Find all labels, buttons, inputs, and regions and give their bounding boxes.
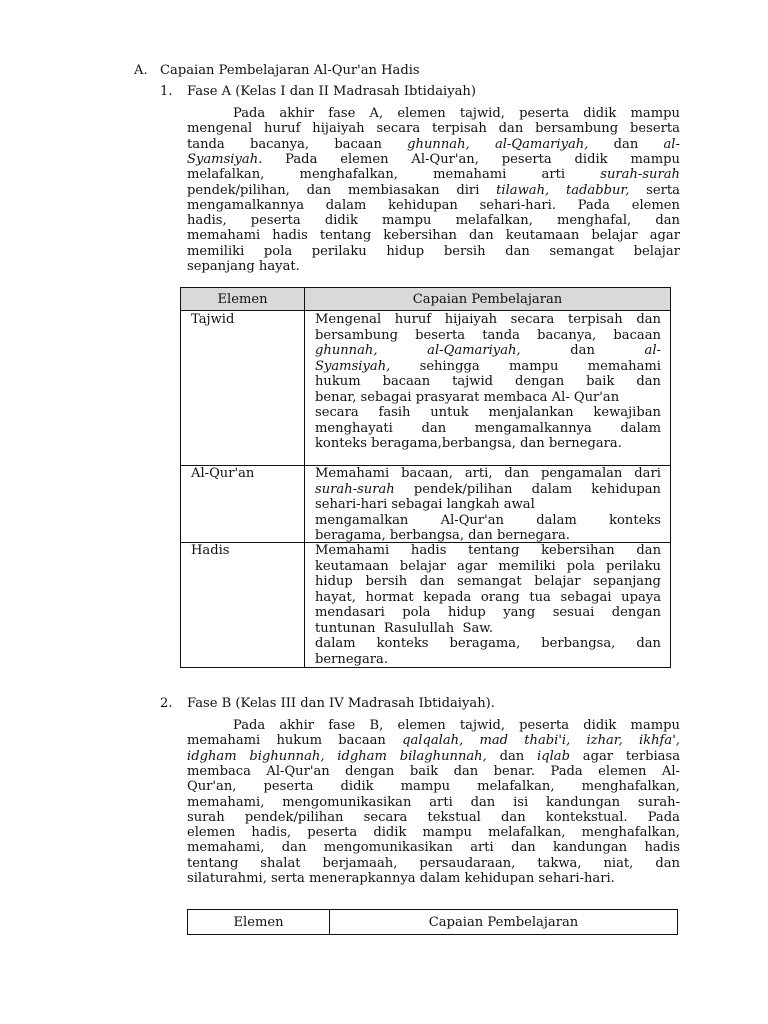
cell-line xyxy=(315,574,661,590)
word: agar xyxy=(582,748,614,764)
word: Al-Qur'an xyxy=(266,763,330,779)
word: benar, sebagai prasyarat membaca Al- Qur'an xyxy=(315,389,620,405)
header-elemen: Elemen xyxy=(233,915,284,930)
word: elemen xyxy=(340,151,389,167)
word: didik xyxy=(373,825,407,841)
word: bacanya, xyxy=(249,136,310,152)
word: tuntunan Rasulullah Saw. xyxy=(315,620,494,636)
word: mengomunikasikan xyxy=(282,794,412,810)
word: pendek/pilihan xyxy=(244,809,344,825)
word: A, xyxy=(369,106,384,121)
word: perilaku xyxy=(606,558,661,574)
word: menjalankan xyxy=(488,405,574,420)
word: peserta xyxy=(501,151,552,167)
word: beragama, berbangsa, dan bernegara. xyxy=(315,528,570,543)
word: sehari-hari. xyxy=(479,197,557,213)
word: dengan xyxy=(611,605,661,620)
word: Al- xyxy=(661,763,680,779)
word: dan xyxy=(636,312,661,327)
paragraph-line xyxy=(233,718,680,734)
word: secara xyxy=(363,809,408,825)
word: orang xyxy=(480,589,520,605)
word: arti xyxy=(470,840,494,856)
word: silaturahmi, serta menerapkannya dalam kehidupan sehari-hari. xyxy=(187,871,615,886)
word: didik xyxy=(574,151,608,167)
word: memahami, xyxy=(187,794,265,810)
word: thabi'i, xyxy=(524,733,571,749)
word: elemen xyxy=(631,197,680,213)
word: secara xyxy=(315,405,359,420)
word: bersambung xyxy=(535,121,619,137)
word: akhir xyxy=(279,106,315,121)
word: al-Qamariyah, xyxy=(494,136,589,152)
cell-line xyxy=(315,652,661,668)
word: hukum xyxy=(276,733,323,749)
word: dan xyxy=(501,809,526,825)
word: peserta xyxy=(307,825,358,841)
paragraph-line xyxy=(187,259,680,275)
cell-line xyxy=(315,421,661,437)
word: pengamalan xyxy=(540,466,623,481)
paragraph-line xyxy=(187,121,680,137)
paragraph-line xyxy=(187,764,680,780)
word: dan xyxy=(419,574,445,589)
word: bacaan xyxy=(334,136,382,152)
word: sepanjang hayat. xyxy=(187,259,300,274)
word: tanda xyxy=(482,327,520,343)
word: keutamaan xyxy=(505,228,580,244)
word: hadis, xyxy=(251,825,292,841)
word: didik xyxy=(583,718,617,733)
paragraph-line xyxy=(187,228,680,244)
word: konteks xyxy=(376,636,429,651)
word: bacaan xyxy=(338,733,386,749)
word: menghafalkan, xyxy=(299,167,398,183)
word: konteks beragama,berbangsa, dan bernegara. xyxy=(315,436,622,451)
paragraph-line xyxy=(187,167,680,183)
cell-line xyxy=(315,328,661,344)
word: belajar xyxy=(591,228,638,244)
word: dan xyxy=(306,182,332,198)
word: isi xyxy=(513,794,529,810)
word: dalam xyxy=(536,512,577,528)
word: bacaan xyxy=(382,374,431,389)
word: dan xyxy=(470,794,496,810)
word: sehari-hari sebagai langkah awal xyxy=(315,497,535,512)
word: melafalkan, xyxy=(488,825,566,841)
cell-line xyxy=(315,343,661,359)
word: dan xyxy=(613,136,639,152)
word: Memahami xyxy=(315,466,390,481)
word: kandungan xyxy=(546,794,621,810)
word: iqlab xyxy=(537,748,570,764)
word: mengamalkan xyxy=(315,512,409,528)
word: tajwid xyxy=(452,374,494,389)
word: dengan xyxy=(345,763,395,779)
word: agar xyxy=(457,558,488,574)
word: kebersihan xyxy=(541,543,615,558)
word: didik xyxy=(583,106,617,121)
word: menghayati xyxy=(315,420,393,436)
word: dan xyxy=(498,121,524,137)
phase-b-title: Fase B (Kelas III dan IV Madrasah Ibtidaiyah). xyxy=(187,696,495,711)
word: takwa, xyxy=(537,855,582,871)
word: dari xyxy=(634,466,661,481)
word: izhar, xyxy=(586,733,623,749)
word: Pada xyxy=(233,718,266,733)
cell-line xyxy=(315,528,661,544)
word: mampu xyxy=(630,106,680,121)
phase-b-number: 2. xyxy=(160,696,173,711)
word: bernegara. xyxy=(315,651,388,667)
row-elemen-label: Tajwid xyxy=(191,312,235,327)
word: menghafalkan, xyxy=(581,825,680,841)
word: arti, xyxy=(464,466,493,481)
paragraph-line xyxy=(187,749,680,765)
header-capaian: Capaian Pembelajaran xyxy=(428,915,579,930)
word: tadabbur, xyxy=(565,182,630,198)
paragraph-line xyxy=(187,795,680,811)
word: baik xyxy=(409,763,439,779)
word: konteks xyxy=(609,512,661,528)
word: hidup xyxy=(315,574,353,589)
word: mengomunikasikan xyxy=(323,840,453,856)
word: pola xyxy=(402,605,431,620)
word: kehidupan xyxy=(591,481,661,497)
word: secara xyxy=(376,121,421,137)
paragraph-line xyxy=(187,244,680,260)
word: surah xyxy=(187,809,225,825)
word: dan xyxy=(281,840,307,856)
word: dan xyxy=(511,840,536,856)
word: mad xyxy=(479,733,509,749)
word: dan xyxy=(453,763,479,779)
header-elemen: Elemen xyxy=(217,292,268,307)
paragraph-line xyxy=(187,810,680,826)
paragraph-line xyxy=(187,183,680,199)
word: dan xyxy=(505,243,530,259)
paragraph-line xyxy=(187,779,680,795)
word: shalat xyxy=(260,855,301,871)
paragraph-line xyxy=(187,856,680,872)
word: melafalkan, xyxy=(455,213,533,229)
cell-line xyxy=(315,390,661,406)
word: idgham xyxy=(187,748,237,764)
word: sepanjang xyxy=(593,574,661,589)
word: al-Qamariyah, xyxy=(427,343,521,358)
word: beserta xyxy=(629,121,680,137)
cell-line xyxy=(315,559,661,575)
word: ikhfa', xyxy=(639,733,680,749)
paragraph-line xyxy=(187,198,680,214)
word: agar xyxy=(649,228,680,244)
word: yang xyxy=(503,605,536,620)
word: elemen xyxy=(187,825,236,841)
word: serta xyxy=(646,182,680,198)
word: bersih xyxy=(443,243,486,259)
word: hadis, xyxy=(187,213,227,229)
word: al- xyxy=(663,136,680,152)
cell-line xyxy=(315,543,661,559)
word: tekstual xyxy=(427,809,481,825)
word: belajar xyxy=(633,243,680,259)
word: memahami, xyxy=(187,840,265,856)
word: pola xyxy=(566,558,595,574)
word: dalam xyxy=(315,636,356,651)
word: idgham xyxy=(337,748,387,764)
word: kebersihan xyxy=(383,228,457,244)
word: huruf xyxy=(264,121,301,137)
word: belajar xyxy=(399,558,446,574)
cell-line xyxy=(315,405,661,421)
word: hijaiyah xyxy=(444,312,498,327)
word: pendek/pilihan, xyxy=(187,182,290,198)
word: hayat, xyxy=(315,589,356,605)
word: elemen xyxy=(598,763,647,779)
word: belajar xyxy=(534,574,581,589)
word: melafalkan, xyxy=(477,779,555,795)
word: tua xyxy=(529,589,551,605)
word: menghafal, xyxy=(557,213,632,229)
cell-line xyxy=(315,636,661,652)
word: peserta xyxy=(519,106,570,121)
paragraph-line xyxy=(187,840,680,856)
word: sesuai xyxy=(552,605,595,620)
word: mampu xyxy=(422,825,472,841)
word: memahami xyxy=(187,228,261,244)
word: membiasakan xyxy=(347,182,440,198)
phase-a-title: Fase A (Kelas I dan II Madrasah Ibtidaiyah) xyxy=(187,84,476,99)
row-elemen-label: Hadis xyxy=(191,543,230,558)
word: arti xyxy=(541,167,566,183)
paragraph-line xyxy=(187,733,680,749)
word: Al-Qur'an xyxy=(440,512,504,528)
word: memahami xyxy=(587,358,661,374)
word: elemen xyxy=(397,106,446,121)
paragraph-line xyxy=(187,213,680,229)
word: pola xyxy=(263,243,293,259)
phase-a-number: 1. xyxy=(160,84,173,99)
word: peserta xyxy=(250,213,301,229)
cell-line xyxy=(315,374,661,390)
word: kontekstual. xyxy=(545,809,628,825)
header-capaian: Capaian Pembelajaran xyxy=(412,292,563,307)
cell-line xyxy=(315,466,661,482)
word: dalam xyxy=(531,481,573,497)
word: dan xyxy=(421,420,447,436)
word: mengamalkannya xyxy=(474,420,592,436)
word: bacanya, xyxy=(537,327,597,343)
word: Pada xyxy=(550,763,583,779)
word: tentang xyxy=(187,855,239,871)
word: kepada xyxy=(423,589,472,605)
word: Pada xyxy=(577,197,610,213)
word: terpisah xyxy=(567,312,623,327)
word: Qur'an, xyxy=(187,779,237,795)
word: kewajiban xyxy=(593,405,661,420)
word: baik xyxy=(586,374,615,389)
word: berbangsa, xyxy=(541,636,616,651)
cell-line xyxy=(315,497,661,513)
word: memahami xyxy=(433,167,507,183)
word: benar. xyxy=(493,763,536,779)
word: tilawah, xyxy=(496,182,550,198)
word: diri xyxy=(456,182,480,198)
word: dan xyxy=(636,543,661,558)
word: mampu xyxy=(630,718,680,733)
word: qalqalah, xyxy=(402,733,464,749)
word: ghunnah, xyxy=(315,343,378,358)
word: mampu xyxy=(508,358,559,374)
word: Memahami xyxy=(315,543,390,558)
word: hidup xyxy=(386,243,425,259)
word: tajwid, xyxy=(459,106,505,121)
word: sebagai xyxy=(560,589,612,605)
word: hadis xyxy=(272,228,308,244)
section-letter: A. xyxy=(134,63,148,78)
word: bersih xyxy=(365,574,408,589)
word: mengenal xyxy=(187,121,253,137)
row-elemen-label: Al-Qur'an xyxy=(191,466,255,481)
paragraph-line xyxy=(187,871,680,887)
word: ghunnah, xyxy=(407,136,470,152)
word: arti xyxy=(429,794,453,810)
word: Pada xyxy=(233,106,266,121)
word: surah- xyxy=(637,794,680,810)
word: semangat xyxy=(549,243,615,259)
word: fase xyxy=(328,718,356,733)
cell-line xyxy=(315,312,661,328)
paragraph-line xyxy=(187,825,680,841)
word: B, xyxy=(369,718,384,733)
column-divider xyxy=(304,288,305,667)
word: dengan xyxy=(514,374,565,389)
paragraph-line xyxy=(233,106,680,122)
word: mengamalkannya xyxy=(187,197,305,213)
word: secara xyxy=(510,312,555,327)
word: bighunnah, xyxy=(249,748,325,764)
word: memiliki xyxy=(187,243,245,259)
word: niat, xyxy=(603,855,634,871)
word: menghafalkan, xyxy=(581,779,680,795)
word: didik xyxy=(324,213,358,229)
word: beserta xyxy=(415,327,466,343)
word: peserta xyxy=(263,779,314,795)
word: surah-surah xyxy=(600,167,680,183)
word: berjamaah, xyxy=(322,855,398,871)
word: al- xyxy=(644,343,661,358)
word: sehingga xyxy=(419,358,480,374)
word: pendek/pilihan xyxy=(413,481,513,497)
paragraph-line xyxy=(187,137,680,153)
word: huruf xyxy=(394,312,432,327)
cell-line xyxy=(315,359,661,375)
word: mendasari xyxy=(315,605,385,620)
word: hijaiyah xyxy=(312,121,365,137)
word: mampu xyxy=(630,151,680,167)
word: Pada xyxy=(285,151,318,167)
word: bilaghunnah, xyxy=(399,748,487,764)
word: persaudaraan, xyxy=(419,855,516,871)
word: memiliki xyxy=(498,558,556,574)
word: dan xyxy=(469,228,494,244)
word: untuk xyxy=(430,405,469,420)
word: bacaan xyxy=(613,327,661,343)
word: hidup xyxy=(447,605,486,620)
word: elemen xyxy=(397,718,446,733)
cell-line xyxy=(315,621,661,637)
word: terpisah xyxy=(432,121,487,137)
word: melafalkan, xyxy=(187,167,265,183)
paragraph-line xyxy=(187,152,680,168)
word: Syamsiyah, xyxy=(315,358,391,374)
word: tentang xyxy=(468,543,520,558)
word: memahami xyxy=(187,733,261,749)
word: Syamsiyah. xyxy=(187,151,263,167)
section-title: Capaian Pembelajaran Al-Qur'an Hadis xyxy=(160,63,420,78)
word: kandungan xyxy=(553,840,628,856)
word: tajwid, xyxy=(459,718,505,733)
word: mampu xyxy=(382,213,432,229)
word: peserta xyxy=(519,718,570,733)
word: membaca xyxy=(187,763,251,779)
word: semangat xyxy=(457,574,522,589)
word: tanda xyxy=(187,136,225,152)
word: terbiasa xyxy=(625,748,680,764)
word: tentang xyxy=(319,228,372,244)
word: hukum xyxy=(315,374,361,389)
word: dalam xyxy=(325,197,367,213)
cell-line xyxy=(315,590,661,606)
word: perilaku xyxy=(311,243,367,259)
word: mampu xyxy=(400,779,451,795)
word: dan xyxy=(655,213,680,229)
word: bersambung xyxy=(315,327,398,343)
word: surah-surah xyxy=(315,481,395,497)
word: upaya xyxy=(621,589,661,605)
word: hadis xyxy=(410,543,447,558)
cell-line xyxy=(315,436,661,452)
word: dan xyxy=(570,343,595,358)
word: dan xyxy=(636,374,661,389)
word: hormat xyxy=(365,589,414,605)
word: Pada xyxy=(647,809,680,825)
word: dan xyxy=(636,636,661,651)
word: beragama, xyxy=(449,636,521,651)
word: dan xyxy=(499,748,525,764)
word: didik xyxy=(340,779,374,795)
word: dan xyxy=(504,466,530,481)
word: dalam xyxy=(620,420,661,436)
word: akhir xyxy=(279,718,315,733)
cell-line xyxy=(315,605,661,621)
cell-line xyxy=(315,482,661,498)
word: bacaan, xyxy=(401,466,453,481)
word: hadis xyxy=(644,840,680,856)
word: Mengenal xyxy=(315,312,382,327)
word: kehidupan xyxy=(388,197,458,213)
word: Al-Qur'an, xyxy=(411,151,479,167)
cell-line xyxy=(315,513,661,529)
word: fasih xyxy=(378,405,411,420)
word: dan xyxy=(655,855,680,871)
word: keutamaan xyxy=(315,558,389,574)
word: fase xyxy=(328,106,356,121)
